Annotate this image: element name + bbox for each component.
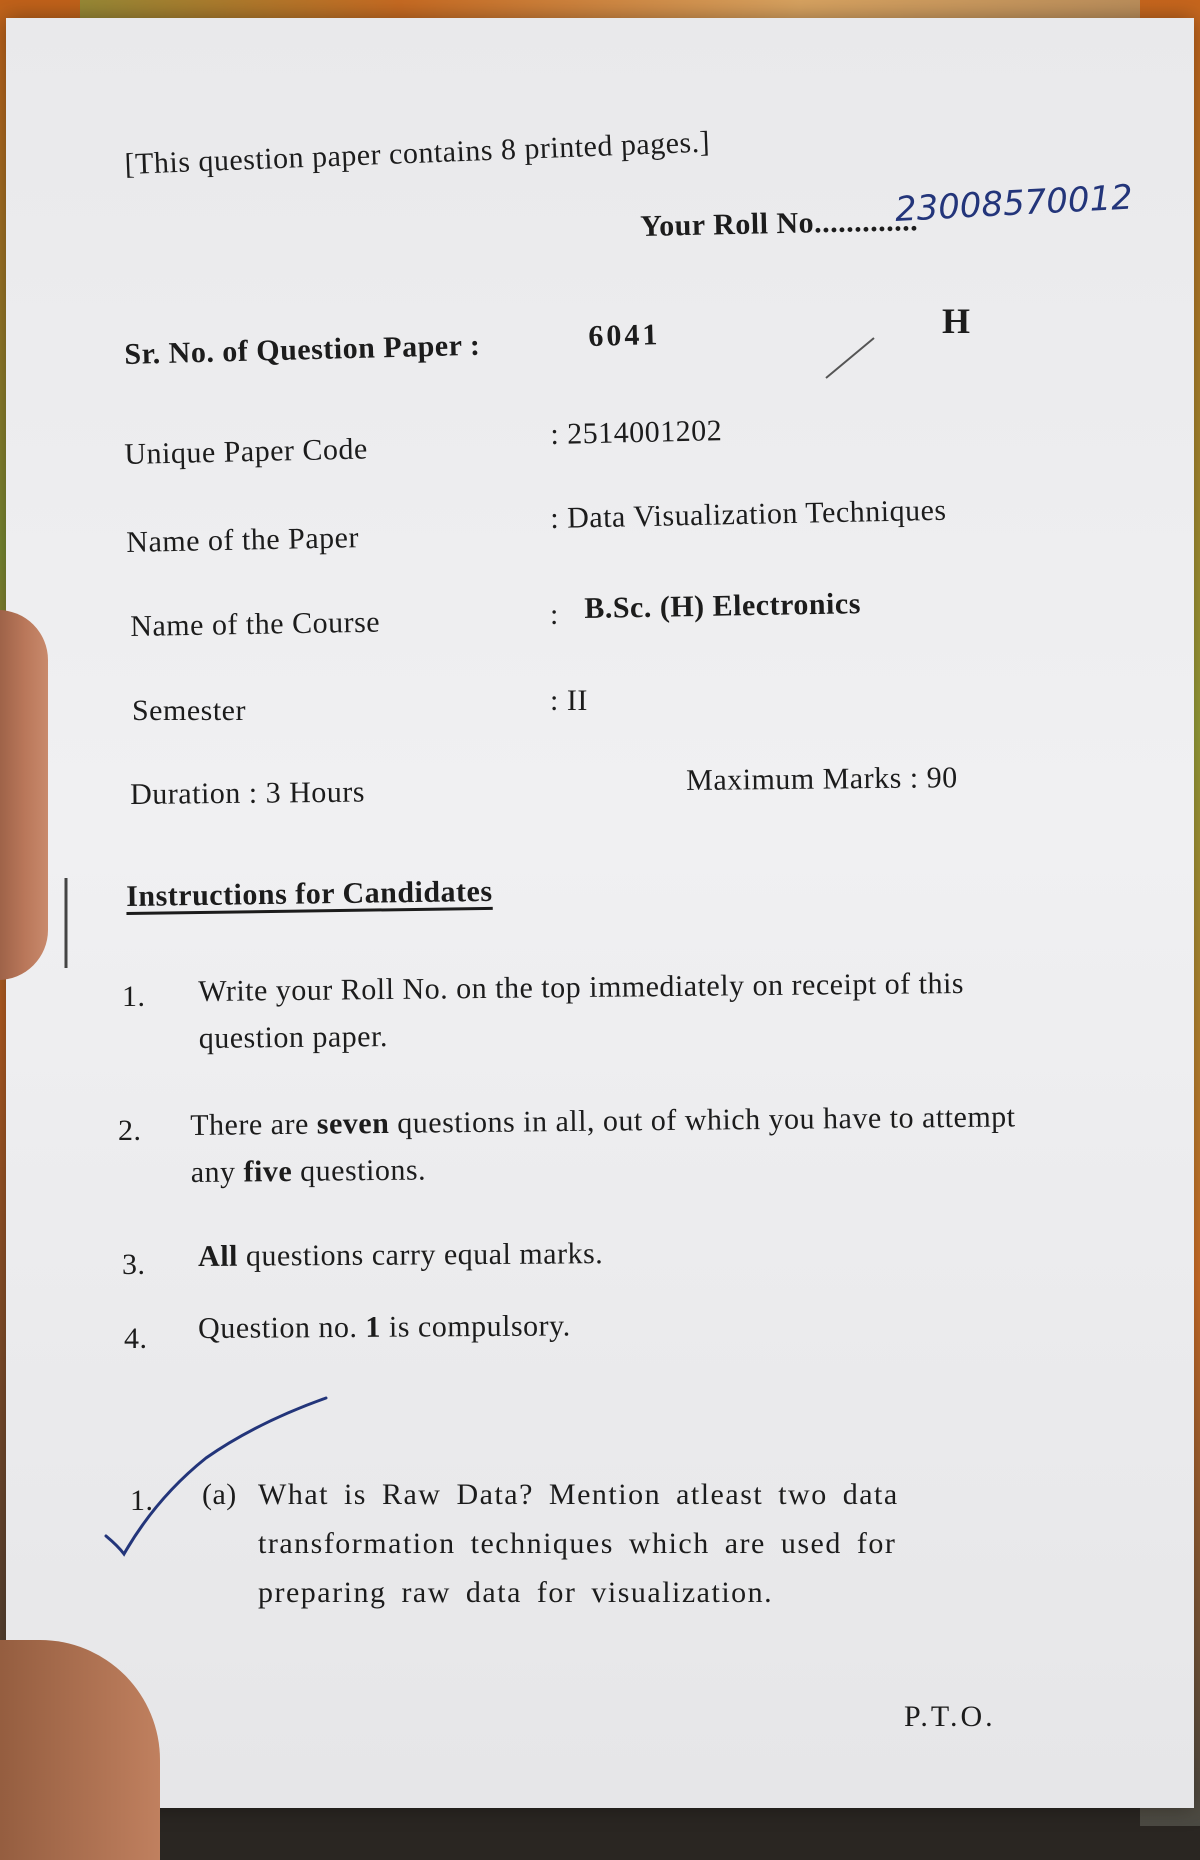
instruction-3-bold-all: All (198, 1239, 239, 1273)
semester-value: : II (550, 684, 588, 717)
roll-number-label: Your Roll No............. (640, 204, 919, 243)
instruction-1-number: 1. (122, 980, 146, 1013)
paper-name-value: : Data Visualization Techniques (550, 493, 947, 535)
roll-number-handwritten: 23008570012 (894, 177, 1134, 230)
instruction-2-number: 2. (118, 1114, 142, 1147)
page-turn-over: P.T.O. (904, 1700, 996, 1733)
pen-tick-near-set (826, 338, 874, 378)
pen-checkmark (106, 1398, 326, 1554)
instruction-2-bold-seven: seven (316, 1106, 390, 1141)
duration: Duration : 3 Hours (130, 775, 366, 811)
pages-note: [This question paper contains 8 printed pages.] (124, 125, 711, 181)
unique-paper-code-label: Unique Paper Code (124, 432, 369, 471)
instruction-3-post: questions carry equal marks. (237, 1237, 604, 1273)
course-name-label: Name of the Course (130, 605, 381, 643)
serial-number-value: 6041 (588, 318, 661, 353)
instruction-4-pre: Question no. (198, 1310, 366, 1345)
question-part: (a) (202, 1478, 237, 1511)
instruction-4-post: is compulsory. (380, 1309, 571, 1344)
instruction-3-number: 3. (122, 1248, 146, 1281)
finger-top (0, 610, 48, 980)
paper-name-label: Name of the Paper (126, 521, 360, 559)
set-letter: H (942, 301, 971, 341)
course-name-colon: : (550, 598, 559, 631)
instruction-4-bold-one: 1 (365, 1310, 382, 1344)
pen-marks (6, 18, 1194, 1808)
semester-label: Semester (132, 694, 246, 727)
instruction-1-text: Write your Roll No. on the top immediately on receipt of this question paper. (198, 966, 965, 1055)
instruction-2-post: questions. (292, 1153, 427, 1188)
instruction-4-number: 4. (124, 1322, 148, 1355)
maximum-marks: Maximum Marks : 90 (686, 761, 958, 797)
course-name-value: B.Sc. (H) Electronics (584, 587, 862, 625)
instruction-2-bold-five: five (243, 1154, 293, 1189)
serial-number-label: Sr. No. of Question Paper : (124, 328, 481, 371)
instructions-heading: Instructions for Candidates (126, 874, 493, 913)
question-number: 1. (130, 1484, 154, 1517)
question-text: What is Raw Data? Mention atleast two data transformation techniques which are used for preparing raw data for visualization. (258, 1478, 899, 1609)
instruction-2-pre: There are (190, 1107, 317, 1142)
unique-paper-code-value: : 2514001202 (550, 414, 723, 451)
instruction-2-mid: questions in all, out of which you have to attempt any (190, 1100, 1016, 1189)
question-paper-page (6, 18, 1194, 1808)
